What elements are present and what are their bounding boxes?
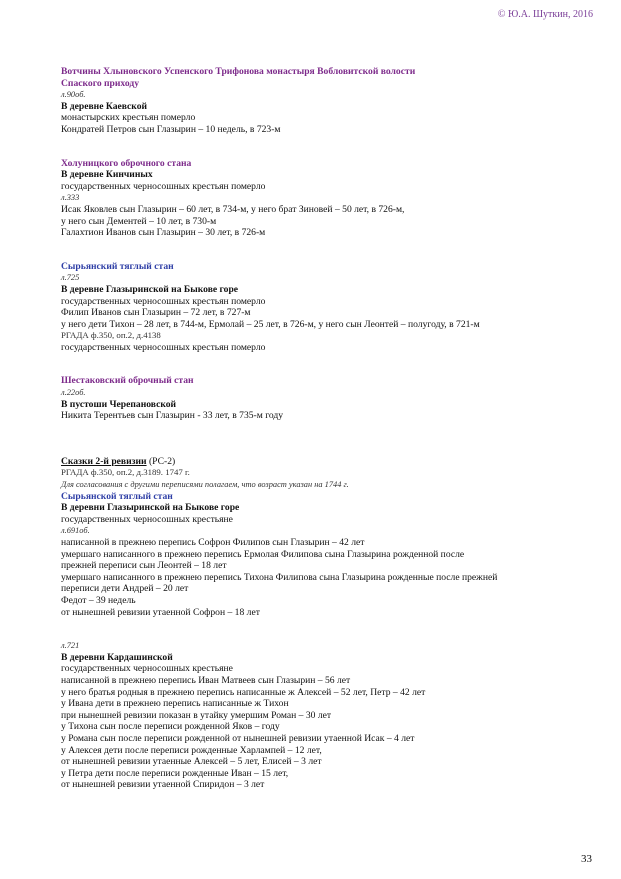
record-line: у Петра дети после переписи рожденные Иван – 15 лет,	[61, 767, 289, 779]
record-line: переписи дети Андрей – 20 лет	[61, 583, 189, 595]
category-line: монастырских крестьян померло	[61, 112, 196, 124]
section-subtitle: Спаского приходу	[61, 77, 140, 89]
section-title: Сырьянский тяглый стан	[61, 260, 174, 272]
category-line: государственных черносошных крестьяне	[61, 663, 233, 675]
folio-reference: л.22об.	[61, 388, 86, 398]
record-line: прежней переписи сын Леонтей – 18 лет	[61, 560, 227, 572]
village-heading: В деревне Глазыринской на Быкове горе	[61, 283, 239, 295]
section-title: Сырьянской тяглый стан	[61, 490, 173, 502]
revision-code: (РС-2)	[148, 455, 176, 467]
record-line: написанной в прежнею перепись Иван Матвеев сын Глазырин – 56 лет	[61, 674, 351, 686]
section-title: Холуницкого оброчного стана	[61, 157, 192, 169]
record-line: Никита Терентьев сын Глазырин - 33 лет, в 735-м году	[61, 410, 284, 422]
category-line: государственных черносошных крестьяне	[61, 513, 233, 525]
record-line: от нынешней ревизии утаенной Софрон – 18 лет	[61, 606, 260, 618]
copyright-notice: © Ю.А. Шуткин, 2016	[497, 9, 593, 20]
category-line: государственных черносошных крестьян померло	[61, 341, 266, 353]
record-line: Филип Иванов сын Глазырин – 72 лет, в 727-м	[61, 307, 251, 319]
record-line: у него сын Дементей – 10 лет, в 730-м	[61, 215, 217, 227]
village-heading: В пустоши Черепановской	[61, 398, 177, 410]
revision-title: Сказки 2-й ревизии	[61, 455, 147, 467]
folio-reference: л.691об.	[61, 526, 90, 536]
category-line: государственных черносошных крестьян померло	[61, 180, 266, 192]
record-line: умершаго написанного в прежнею перепись Тихона Филипова сына Глазырина рожденные после прежней	[61, 571, 498, 583]
archive-reference: РГАДА ф.350, оп.2, д.4138	[61, 330, 161, 341]
village-heading: В деревне Каевской	[61, 100, 148, 112]
record-line: у Алексея дети после переписи рожденные Харлампей – 12 лет,	[61, 744, 322, 756]
section-title: Вотчины Хлыновского Успенского Трифонова монастыря Вобловитской волости	[61, 66, 416, 77]
record-line: Кондратей Петров сын Глазырин – 10 недель, в 723-м	[61, 123, 281, 135]
folio-reference: л.333	[61, 193, 80, 203]
folio-reference: л.721	[61, 641, 80, 651]
record-line: Исак Яковлев сын Глазырин – 60 лет, в 734-м, у него брат Зиновей – 50 лет, в 726-м,	[61, 203, 405, 215]
record-line: умершаго написанного в прежнею перепись Ермолая Филипова сына Глазырина рожденной после	[61, 548, 465, 560]
record-line: Галахтион Иванов сын Глазырин – 30 лет, в 726-м	[61, 227, 266, 239]
record-line: у Тихона сын после переписи рожденной Яков – году	[61, 721, 280, 733]
revision-heading	[61, 456, 601, 468]
record-line: у Ивана дети в прежнею перепись написанные ж Тихон	[61, 698, 289, 710]
folio-reference: л.725	[61, 273, 80, 283]
section-title: Шестаковский оброчный стан	[61, 375, 194, 387]
record-line: у Романа сын после переписи рожденной от нынешней ревизии утаенной Исак – 4 лет	[61, 732, 415, 744]
page-number: 33	[581, 853, 592, 865]
record-line: у него братья родныя в прежнею перепись написанные ж Алексей – 52 лет, Петр – 42 лет	[61, 686, 426, 698]
village-heading: В деревни Глазыринской на Быкове горе	[61, 502, 240, 514]
record-line: Федот – 39 недель	[61, 594, 136, 606]
folio-reference: л.90об.	[61, 90, 86, 100]
age-note: Для согласования с другими переписями полагаем, что возраст указан на 1744 г.	[61, 480, 349, 490]
archive-reference: РГАДА ф.350, оп.2, д.3189. 1747 г.	[61, 467, 190, 478]
category-line: государственных черносошных крестьян померло	[61, 295, 266, 307]
record-line: написанной в прежнею перепись Софрон Филипов сын Глазырин – 42 лет	[61, 537, 365, 548]
record-line: от нынешней ревизии утаенные Алексей – 5 лет, Елисей – 3 лет	[61, 756, 322, 768]
village-heading: В деревне Кинчиных	[61, 169, 153, 181]
record-line: при нынешней ревизии показан в утайку умершим Роман – 30 лет	[61, 709, 332, 721]
page-content	[61, 66, 601, 791]
record-line: у него дети Тихон – 28 лет, в 744-м, Ермолай – 25 лет, в 726-м, у него сын Леонтей – полугоду, в 721-м	[61, 318, 480, 330]
village-heading: В деревни Кардашинской	[61, 651, 173, 663]
record-line: от нынешней ревизии утаенной Спиридон – 3 лет	[61, 779, 265, 791]
